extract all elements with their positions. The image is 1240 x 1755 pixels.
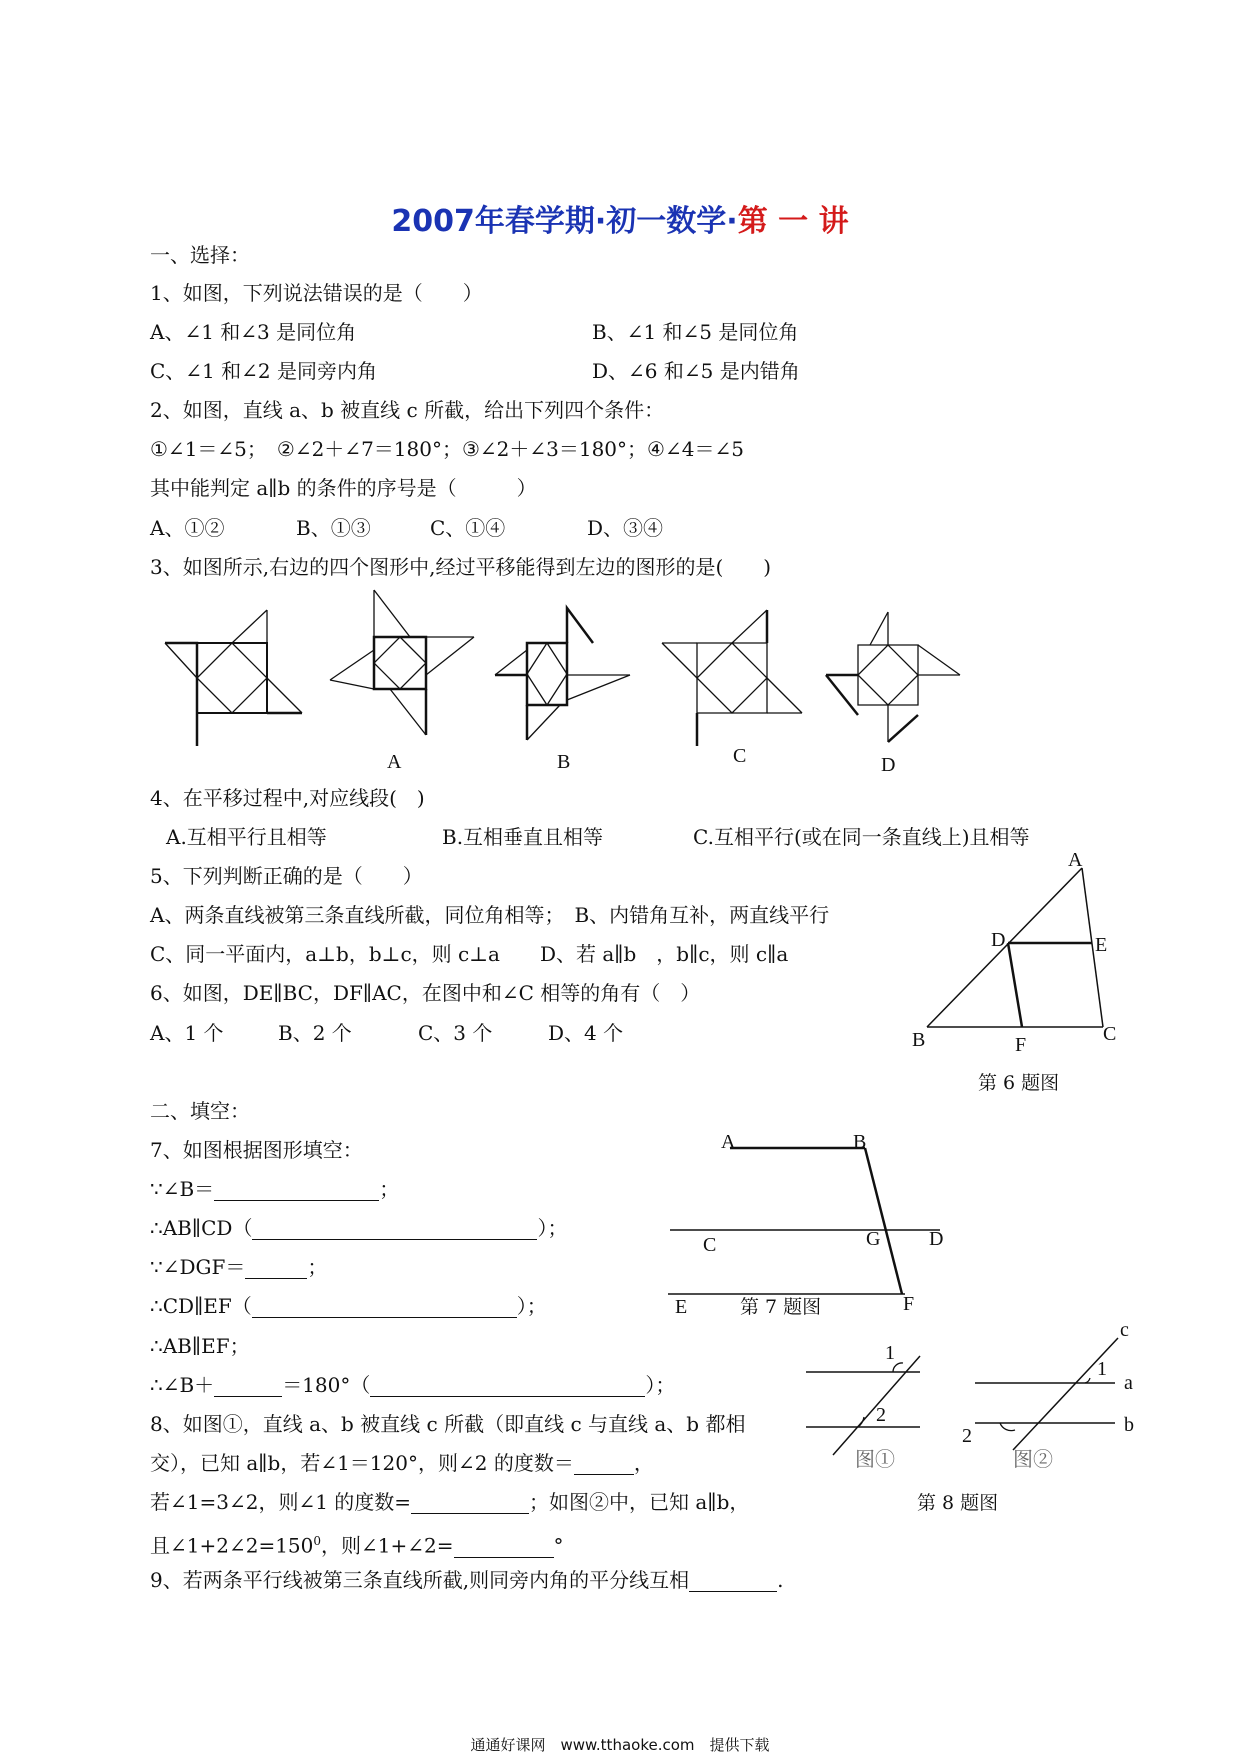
q6-label-b: B bbox=[912, 1029, 926, 1051]
q6-stem: 6、如图，DE∥BC，DF∥AC，在图中和∠C 相等的角有（ ） bbox=[150, 981, 701, 1005]
q8-fig2-label-1: 1 bbox=[1097, 1358, 1107, 1380]
q6-option-a: A、1 个 bbox=[150, 1021, 224, 1045]
q8-line-1: 8、如图①，直线 a、b 被直线 c 所截（即直线 c 与直线 a、b 都相 bbox=[150, 1412, 746, 1436]
q7-line-1: ∵∠B＝ ； bbox=[150, 1177, 400, 1201]
q8-figure-1 bbox=[806, 1342, 920, 1471]
q6-figure bbox=[900, 850, 1140, 1100]
q6-option-d: D、4 个 bbox=[548, 1021, 624, 1045]
q7-blank-1[interactable] bbox=[214, 1180, 379, 1201]
q2-option-b: B、①③ bbox=[296, 516, 371, 540]
q1-stem: 1、如图，下列说法错误的是（ ） bbox=[150, 281, 483, 305]
q9-blank[interactable] bbox=[689, 1571, 777, 1592]
q8-blank-1[interactable] bbox=[574, 1454, 634, 1475]
q3-label-b: B bbox=[557, 751, 571, 773]
q7-stem: 7、如图根据图形填空： bbox=[150, 1138, 363, 1162]
q6-label-e: E bbox=[1095, 934, 1108, 956]
q8-line-4: 且$\angle 1+2\angle 2=150^0$，则∠1+∠2= ° bbox=[150, 1533, 564, 1558]
q7-line-6: ∴∠B＋ ＝180°（ ）； bbox=[150, 1373, 676, 1397]
q7-line-2: ∴AB∥CD（ ）； bbox=[150, 1216, 568, 1240]
q8-line-3: 若∠1=3∠2，则∠1 的度数= ；如图②中，已知 a∥b， bbox=[150, 1490, 750, 1514]
q6-label-f: F bbox=[1015, 1034, 1027, 1056]
page-title: 2007年春学期·初一数学·第 一 讲 bbox=[391, 204, 849, 239]
q7-blank-4[interactable] bbox=[252, 1297, 517, 1318]
q8-fig2-label-b: b bbox=[1124, 1414, 1134, 1436]
q7-label-g: G bbox=[866, 1228, 881, 1250]
q8-fig2-label-a: a bbox=[1124, 1372, 1133, 1394]
q8-fig2-label-2: 2 bbox=[962, 1425, 972, 1447]
q6-label-d: D bbox=[991, 929, 1006, 951]
section-choice-heading: 一、选择： bbox=[150, 243, 250, 267]
q8-blank-2[interactable] bbox=[411, 1493, 529, 1514]
q7-line-4: ∴CD∥EF（ ）； bbox=[150, 1294, 547, 1318]
q2-question: 其中能判定 a∥b 的条件的序号是（ ） bbox=[150, 476, 537, 500]
section-fill-heading: 二、填空： bbox=[150, 1099, 250, 1123]
q7-blank-2[interactable] bbox=[252, 1219, 537, 1240]
q5-options-cd: C、同一平面内，a⊥b，b⊥c，则 c⊥a D、若 a∥b ，b∥c，则 c∥a bbox=[150, 942, 789, 966]
q1-option-b: B、∠1 和∠5 是同位角 bbox=[592, 320, 799, 344]
q6-figure-caption: 第 6 题图 bbox=[978, 1072, 1060, 1094]
q7-line-3: ∵∠DGF＝ ； bbox=[150, 1255, 328, 1279]
q2-stem: 2、如图，直线 a、b 被直线 c 所截，给出下列四个条件： bbox=[150, 398, 665, 422]
q8-figure-caption: 第 8 题图 bbox=[917, 1492, 999, 1514]
q5-options-ab: A、两条直线被第三条直线所截，同位角相等； B、内错角互补，两直线平行 bbox=[150, 903, 830, 927]
q8-fig2-label-c: c bbox=[1120, 1319, 1129, 1341]
q8-fig1-label-1: 1 bbox=[885, 1342, 895, 1364]
q7-figure bbox=[650, 1120, 950, 1320]
q8-fig1-label-2: 2 bbox=[876, 1404, 886, 1426]
q2-option-c: C、①④ bbox=[430, 516, 506, 540]
q2-option-d: D、③④ bbox=[587, 516, 664, 540]
q8-blank-3[interactable] bbox=[454, 1537, 554, 1558]
q2-conditions: ①∠1＝∠5； ②∠2＋∠7＝180°；③∠2＋∠3＝180°；④∠4＝∠5 bbox=[150, 437, 744, 461]
q7-label-a: A bbox=[721, 1131, 736, 1153]
q3-label-c: C bbox=[733, 745, 747, 767]
q9-text: 9、若两条平行线被第三条直线所截,则同旁内角的平分线互相 . bbox=[150, 1568, 784, 1592]
q2-option-a: A、①② bbox=[150, 516, 225, 540]
q3-original-figure bbox=[165, 610, 302, 746]
q7-blank-5[interactable] bbox=[214, 1376, 282, 1397]
q7-figure-caption: 第 7 题图 bbox=[740, 1296, 822, 1318]
q1-option-c: C、∠1 和∠2 是同旁内角 bbox=[150, 359, 377, 383]
q3-label-a: A bbox=[387, 751, 402, 773]
q7-label-e: E bbox=[675, 1296, 688, 1318]
q1-option-a: A、∠1 和∠3 是同位角 bbox=[150, 320, 357, 344]
q4-option-a: A.互相平行且相等 bbox=[166, 825, 327, 849]
q8-fig2-caption: 图② bbox=[1013, 1449, 1053, 1471]
q6-option-c: C、3 个 bbox=[418, 1021, 493, 1045]
q3-option-a-figure bbox=[330, 590, 474, 735]
q3-figures bbox=[0, 580, 1240, 780]
q6-label-a: A bbox=[1068, 849, 1083, 871]
q8-fig1-caption: 图① bbox=[855, 1449, 895, 1471]
q7-line-5: ∴AB∥EF； bbox=[150, 1334, 250, 1358]
q7-blank-3[interactable] bbox=[245, 1258, 307, 1279]
q3-option-d-figure bbox=[826, 612, 960, 742]
q7-label-d: D bbox=[929, 1228, 944, 1250]
q1-option-d: D、∠6 和∠5 是内错角 bbox=[592, 359, 800, 383]
q6-label-c: C bbox=[1103, 1023, 1117, 1045]
q7-label-c: C bbox=[703, 1234, 717, 1256]
q3-label-d: D bbox=[881, 754, 896, 776]
q8-figure-2 bbox=[962, 1319, 1134, 1471]
page-footer: 通通好课网 www.tthaoke.com 提供下载 bbox=[470, 1736, 770, 1754]
q8-figures bbox=[790, 1310, 1140, 1480]
q8-line-2: 交），已知 a∥b，若∠1＝120°，则∠2 的度数＝ ， bbox=[150, 1451, 654, 1475]
q6-option-b: B、2 个 bbox=[278, 1021, 352, 1045]
q4-option-b: B.互相垂直且相等 bbox=[442, 825, 604, 849]
q7-label-f: F bbox=[903, 1293, 915, 1315]
q3-option-b-figure bbox=[495, 608, 630, 740]
q3-option-c-figure bbox=[662, 610, 802, 746]
q7-blank-6[interactable] bbox=[370, 1376, 645, 1397]
q4-stem: 4、在平移过程中,对应线段( ) bbox=[150, 786, 425, 810]
q5-stem: 5、下列判断正确的是（ ） bbox=[150, 864, 423, 888]
q3-stem: 3、如图所示,右边的四个图形中,经过平移能得到左边的图形的是( ) bbox=[150, 555, 772, 579]
q4-option-c: C.互相平行(或在同一条直线上)且相等 bbox=[693, 825, 1030, 849]
q7-label-b: B bbox=[853, 1131, 867, 1153]
